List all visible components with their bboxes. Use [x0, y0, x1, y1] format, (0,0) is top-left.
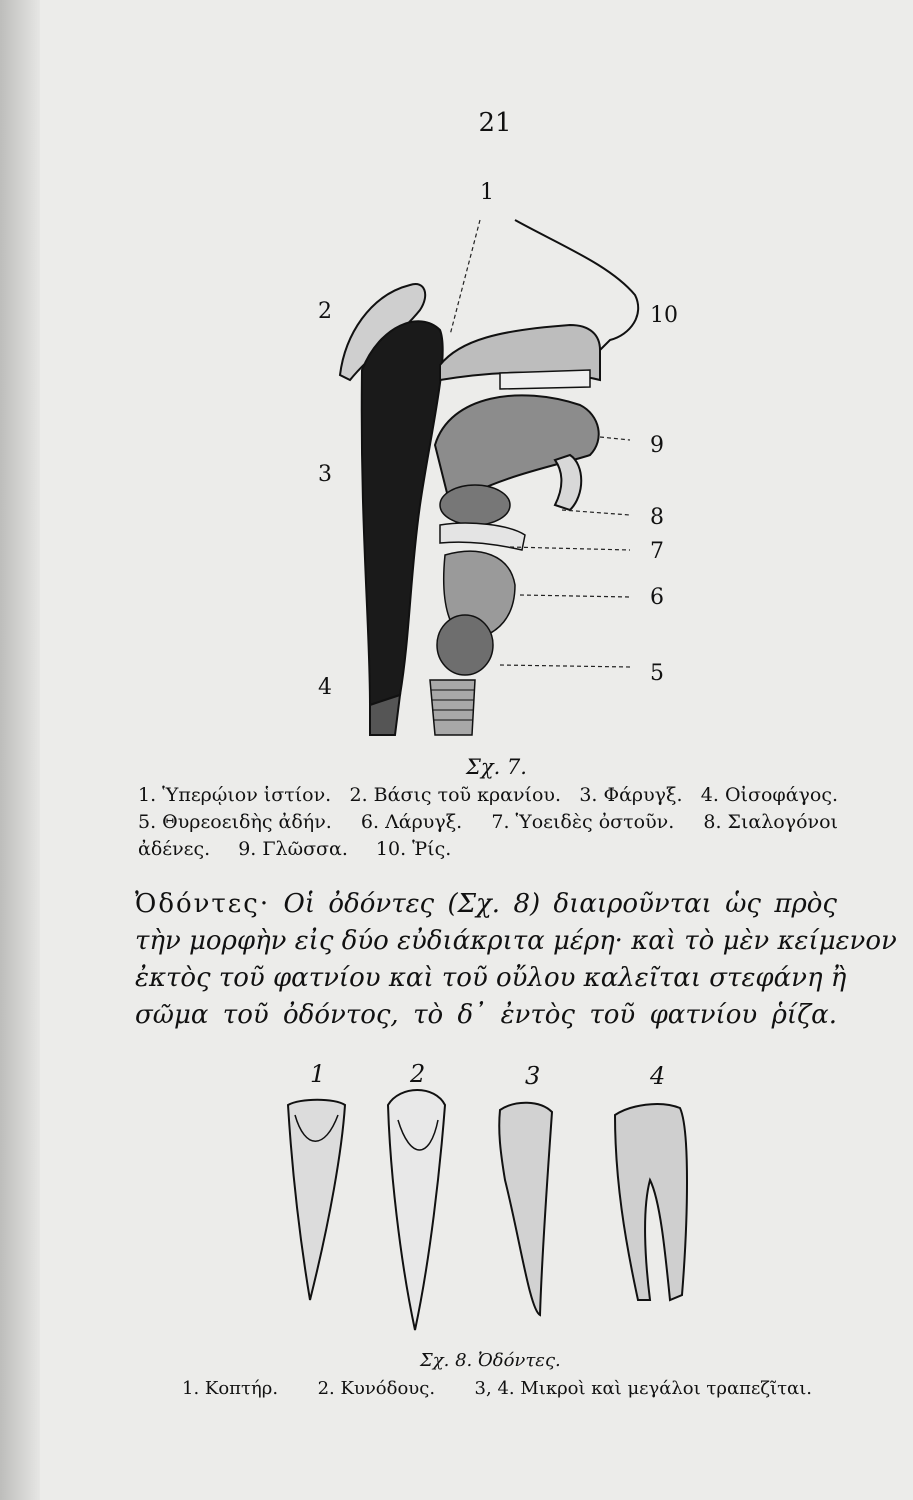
body-paragraph: [135, 886, 897, 1034]
throat-anatomy-drawing: [300, 175, 700, 755]
paragraph-line-text: Οἱ ὀδόντες (Σχ. 8) διαιροῦνται ὡς πρὸς: [283, 889, 837, 919]
legend-item: 4. Οἰσοφάγος.: [700, 784, 838, 806]
trachea: [430, 680, 475, 735]
legend-item: 3, 4. Μικροὶ καὶ μεγάλοι τραπεζῖται.: [474, 1378, 812, 1399]
fig7-label-5: 5: [650, 661, 664, 686]
legend-item: 2. Βάσις τοῦ κρανίου.: [349, 784, 562, 806]
figure-7-illustration: [300, 175, 700, 755]
tooth-number-3: 3: [525, 1062, 541, 1090]
tooth-number-4: 4: [650, 1062, 666, 1090]
legend-row: [138, 782, 838, 809]
tooth-number-1: 1: [310, 1060, 326, 1088]
legend-item: 8. Σιαλογόνοι: [703, 811, 838, 833]
legend-item: 2. Κυνόδους.: [317, 1378, 436, 1399]
legend-row: [138, 836, 838, 863]
fig7-label-4: 4: [318, 675, 332, 700]
figure-8-illustration: [270, 1060, 720, 1340]
fig7-label-7: 7: [650, 539, 664, 564]
fig7-label-8: 8: [650, 505, 664, 530]
legend-item: 7. Ὑοειδὲς ὀστοῦν.: [491, 811, 675, 833]
legend-item: 10. Ῥίς.: [375, 838, 452, 860]
legend-item: 9. Γλῶσσα.: [238, 838, 348, 860]
paragraph-line: σῶμα τοῦ ὀδόντος, τὸ δ᾽ ἐντὸς τοῦ φατνίου ῥίζα.: [135, 1000, 837, 1030]
molar-tooth: [615, 1104, 687, 1300]
binding-shadow: [0, 0, 40, 1500]
fig7-label-2: 2: [318, 299, 332, 324]
hyoid-bone: [440, 523, 525, 550]
figure-7-legend: [138, 782, 838, 863]
fig7-label-6: 6: [650, 585, 664, 610]
paragraph-line: τὴν μορφὴν εἰς δύο εὐδιάκριτα μέρη· καὶ τὸ μὲν κείμενον: [135, 926, 897, 956]
legend-item: 5. Θυρεοειδὴς ἀδήν.: [138, 811, 332, 833]
incisor-tooth: [288, 1100, 345, 1300]
fig7-label-10: 10: [650, 303, 678, 328]
teeth-drawing: [270, 1060, 720, 1340]
legend-item: 1. Ὑπερῴιον ἱστίον.: [138, 784, 332, 806]
legend-row: [138, 809, 838, 836]
paragraph-line: ἐκτὸς τοῦ φατνίου καὶ τοῦ οὔλου καλεῖται στεφάνη ἢ: [135, 963, 847, 993]
figure-8-caption: Σχ. 8. Ὀδόντες.: [420, 1350, 561, 1371]
tooth-number-2: 2: [410, 1060, 426, 1088]
fig7-label-3: 3: [318, 462, 332, 487]
premolar-tooth: [499, 1103, 552, 1315]
legend-item: 1. Κοπτήρ.: [182, 1378, 279, 1399]
fig7-label-9: 9: [650, 433, 664, 458]
paragraph-heading: Ὀδόντες·: [135, 889, 271, 919]
pharynx: [362, 321, 443, 705]
paragraph-line: [135, 886, 837, 923]
jaw: [555, 455, 581, 510]
upper-teeth: [500, 370, 590, 389]
figure-7-caption: Σχ. 7.: [466, 755, 527, 779]
figure-8-legend: [182, 1378, 812, 1399]
legend-item: 6. Λάρυγξ.: [360, 811, 463, 833]
salivary-glands: [440, 485, 510, 525]
fig7-label-1: 1: [480, 180, 494, 205]
legend-item: 3. Φάρυγξ.: [579, 784, 683, 806]
thyroid-gland: [437, 615, 493, 675]
page-number: 21: [478, 108, 512, 138]
legend-item: ἀδένες.: [138, 838, 211, 860]
